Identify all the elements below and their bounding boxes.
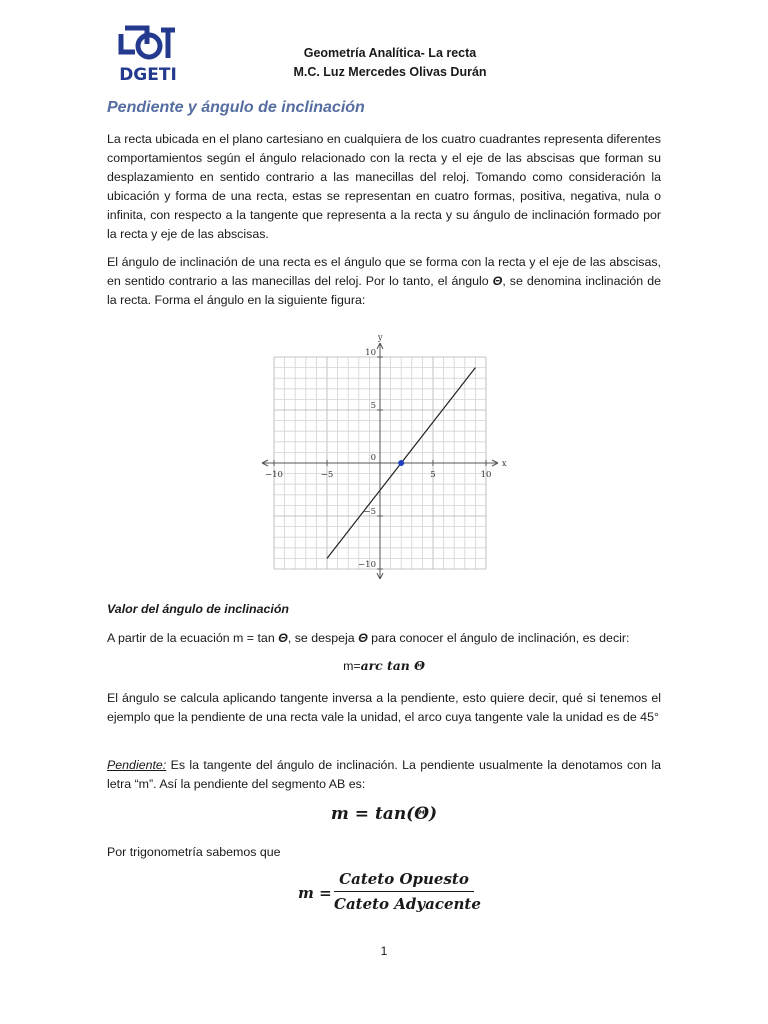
logo-text: DGETI [119,65,177,84]
dgeti-logo [113,22,183,84]
paragraph-text: Es la tangente del ángulo de inclinación. La pendiente usualmente la denotamos con la letra “m”. Así la pendiente del segmento AB es: [107,758,661,791]
equation-arc-tan [0,658,768,673]
paragraph-inverse-tangent: El ángulo se calcula aplicando tangente inversa a la pendiente, esto quiere decir, qué si tenemos el ejemplo que la pendiente de una recta vale la unidad, el arco cuya tangente vale la unidad es de 45° [107,691,661,724]
paragraph-text: A partir de la ecuación m = tan [107,631,279,645]
x-tick-label: 5 [430,470,436,480]
fraction-numerator: Cateto Opuesto [334,870,474,892]
paragraph-text: , se denomina inclinación de la recta. Forma el ángulo en la siguiente figura: [107,274,661,307]
y-tick-label: −10 [358,560,376,570]
fraction-denominator: Cateto Adyacente [334,895,481,913]
paragraph-text: para conocer el ángulo de inclinación, es decir: [367,631,630,645]
x-tick-label: −10 [265,470,283,480]
origin-label: 0 [370,453,376,463]
y-tick-label: −5 [363,507,376,517]
chart-axes [262,333,507,579]
header-title: Geometría Analítica- La recta [303,46,477,60]
page-number: 1 [380,944,388,958]
x-tick-label: −5 [320,470,334,480]
theta-symbol: Θ [278,631,288,645]
equation-lhs: m= [343,659,361,673]
x-tick-label: 10 [480,470,492,480]
paragraph-trigonometry: Por trigonometría sabemos que [107,845,281,859]
section-title: Pendiente y ángulo de inclinación [107,99,365,116]
y-tick-label: 5 [370,401,376,411]
equation-lhs: m = [298,884,332,902]
data-point [398,460,404,466]
fraction [334,870,481,913]
paragraph-intro: La recta ubicada en el plano cartesiano en cualquiera de los cuatro cuadrantes representa diferentes comportamientos según el ángulo relacionado con la recta y el eje de las abscisas que forman su desplazamiento en sentido contrario a las manecillas del reloj. Tomando como consideración la ubicación y forma de una recta, estas se representan en cuatro formas, positiva, negativa, nula o infinita, con respecto a la tangente que representa a la recta y su ángulo de inclinación formado por la recta y eje de las abscisas. [107,132,661,241]
paragraph-text: , se despeja [287,631,359,645]
theta-symbol: Θ [358,631,368,645]
paragraph-equation-intro [107,629,661,648]
y-tick-label: 10 [365,348,376,358]
equation-rhs: arc tan Θ [360,658,425,673]
paragraph-angle-definition [107,253,661,310]
y-axis-label: y [378,333,383,342]
x-axis-label: x [502,459,507,468]
theta-symbol: Θ [492,274,503,288]
subheading-angle-value: Valor del ángulo de inclinación [107,602,289,616]
paragraph-slope-definition [107,756,661,794]
equation-slope-tan: m = tan(Θ) [330,804,438,824]
paragraph-text: El ángulo de inclinación de una recta es el ángulo que se forma con la recta y el eje de las abscisas, en sentido contrario a las manecillas del reloj. Por lo tanto, el ángulo [107,255,661,288]
term-pendiente: Pendiente: [107,758,167,772]
header-author: M.C. Luz Mercedes Olivas Durán [293,65,487,79]
line-chart [250,327,520,582]
